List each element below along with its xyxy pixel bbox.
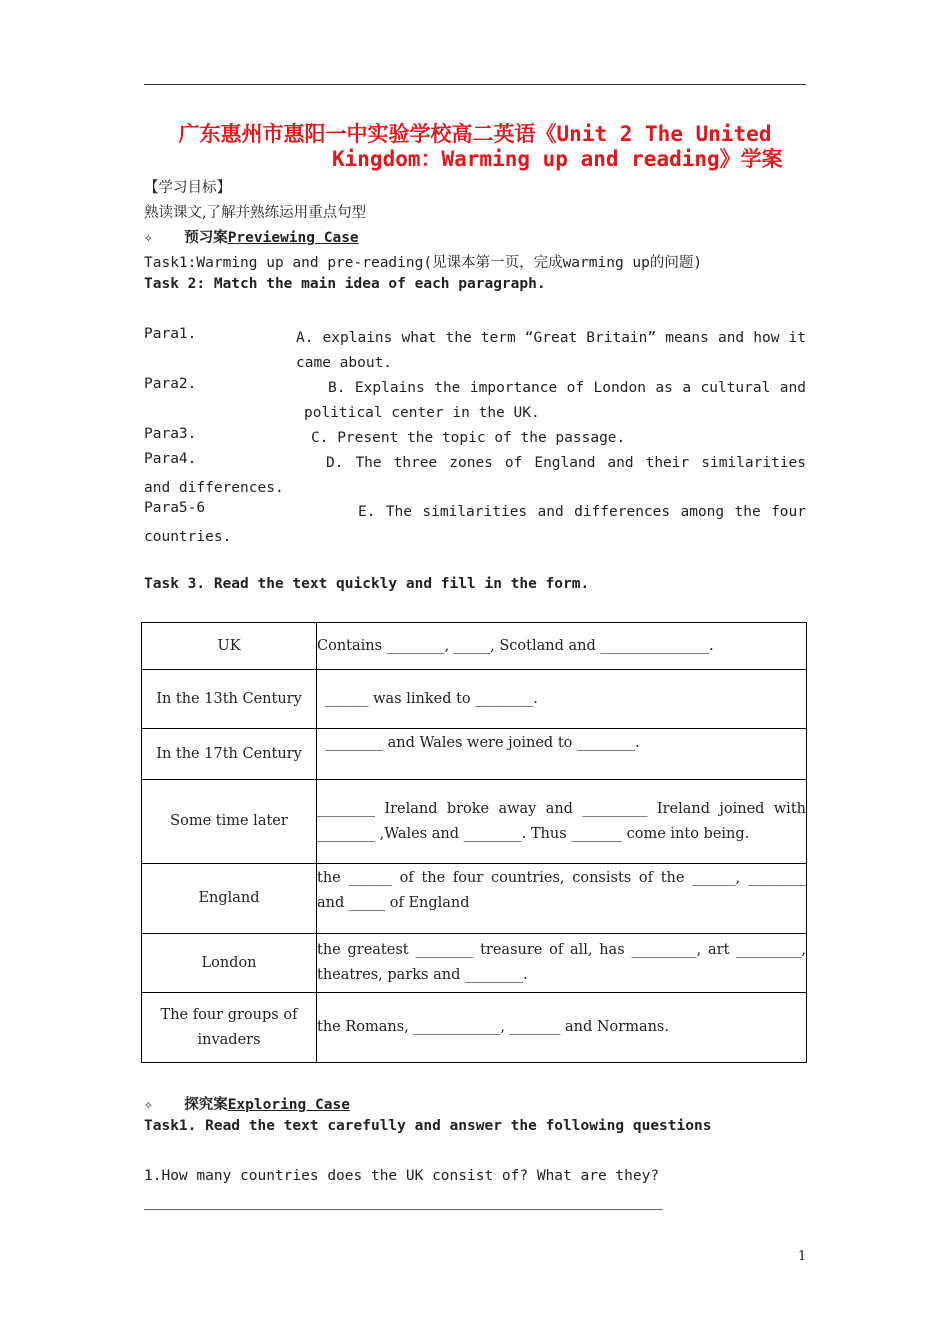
preview-label-en: Previewing Case	[227, 230, 359, 246]
header-rule	[144, 84, 806, 85]
match-para-4: Para4.	[144, 451, 197, 467]
table-row	[142, 993, 807, 1063]
row-label: In the 13th Century	[142, 670, 317, 729]
match-para-1: Para1.	[144, 326, 197, 342]
match-para-2: Para2.	[144, 376, 197, 392]
row-value: the ______ of the four countries, consists of the ______, ________ and _____ of England	[317, 864, 807, 934]
match-para-3: Para3.	[144, 426, 197, 442]
diamond-bullet-icon: ✧	[144, 230, 153, 246]
preview-section-heading	[144, 226, 359, 247]
row-label: London	[142, 934, 317, 993]
explore-label-en: Exploring Case	[227, 1097, 350, 1113]
task1-text: Task1:Warming up and pre-reading(见课本第一页，完成warming up的问题)	[144, 255, 703, 271]
table-row	[142, 934, 807, 993]
row-value: ________ and Wales were joined to ________.	[317, 729, 807, 780]
question-1: 1.How many countries does the UK consist of? What are they?	[144, 1168, 660, 1184]
row-label: Some time later	[142, 780, 317, 864]
row-value: the Romans, ____________, _______ and Normans.	[317, 993, 807, 1063]
task3-text: Task 3. Read the text quickly and fill in the form.	[144, 576, 590, 592]
match-text-4: D. The three zones of England and their similarities and differences.	[144, 455, 806, 496]
fill-in-form-table	[141, 622, 807, 1063]
diamond-bullet-icon: ✧	[144, 1097, 153, 1113]
title-line-1: 广东惠州市惠阳一中实验学校高二英语《Unit 2 The United	[178, 122, 772, 146]
table-row	[142, 670, 807, 729]
row-label: In the 17th Century	[142, 729, 317, 780]
match-text-3: C. Present the topic of the passage.	[311, 430, 626, 446]
preview-label-cn: 预习案	[184, 230, 228, 246]
match-para-5: Para5-6	[144, 500, 206, 516]
match-text-2: B. Explains the importance of London as a cultural and political center in the UK.	[304, 380, 806, 421]
row-value: Contains ________, _____, Scotland and _______________.	[317, 623, 807, 670]
row-value: ________ Ireland broke away and _________ Ireland joined with ________ ,Wales and ________. Thus _______ come into being.	[317, 780, 807, 864]
row-value: ______ was linked to ________.	[317, 670, 807, 729]
table-row	[142, 864, 807, 934]
row-label: UK	[142, 623, 317, 670]
row-label: The four groups of invaders	[142, 993, 317, 1063]
title-line-2: Kingdom：Warming up and reading》学案	[332, 147, 783, 171]
table-row	[142, 780, 807, 864]
document-title	[144, 122, 806, 172]
match-text-1: A. explains what the term “Great Britain” means and how it came about.	[296, 330, 806, 371]
explore-task1-text: Task1. Read the text carefully and answer the following questions	[144, 1118, 712, 1134]
objective-heading: 【学习目标】	[144, 180, 231, 196]
table-row	[142, 729, 807, 780]
row-value: the greatest ________ treasure of all, has _________, art _________, theatres, parks and ________.	[317, 934, 807, 993]
table-row	[142, 623, 807, 670]
explore-label-cn: 探究案	[184, 1097, 228, 1113]
row-label: England	[142, 864, 317, 934]
task2-text: Task 2: Match the main idea of each paragraph.	[144, 276, 546, 292]
answer-line	[144, 1209, 663, 1210]
match-text-5: E. The similarities and differences among the four countries.	[144, 504, 806, 545]
explore-section-heading	[144, 1093, 350, 1114]
page-number: 1	[798, 1249, 807, 1264]
objective-text: 熟读课文,了解并熟练运用重点句型	[144, 205, 367, 221]
